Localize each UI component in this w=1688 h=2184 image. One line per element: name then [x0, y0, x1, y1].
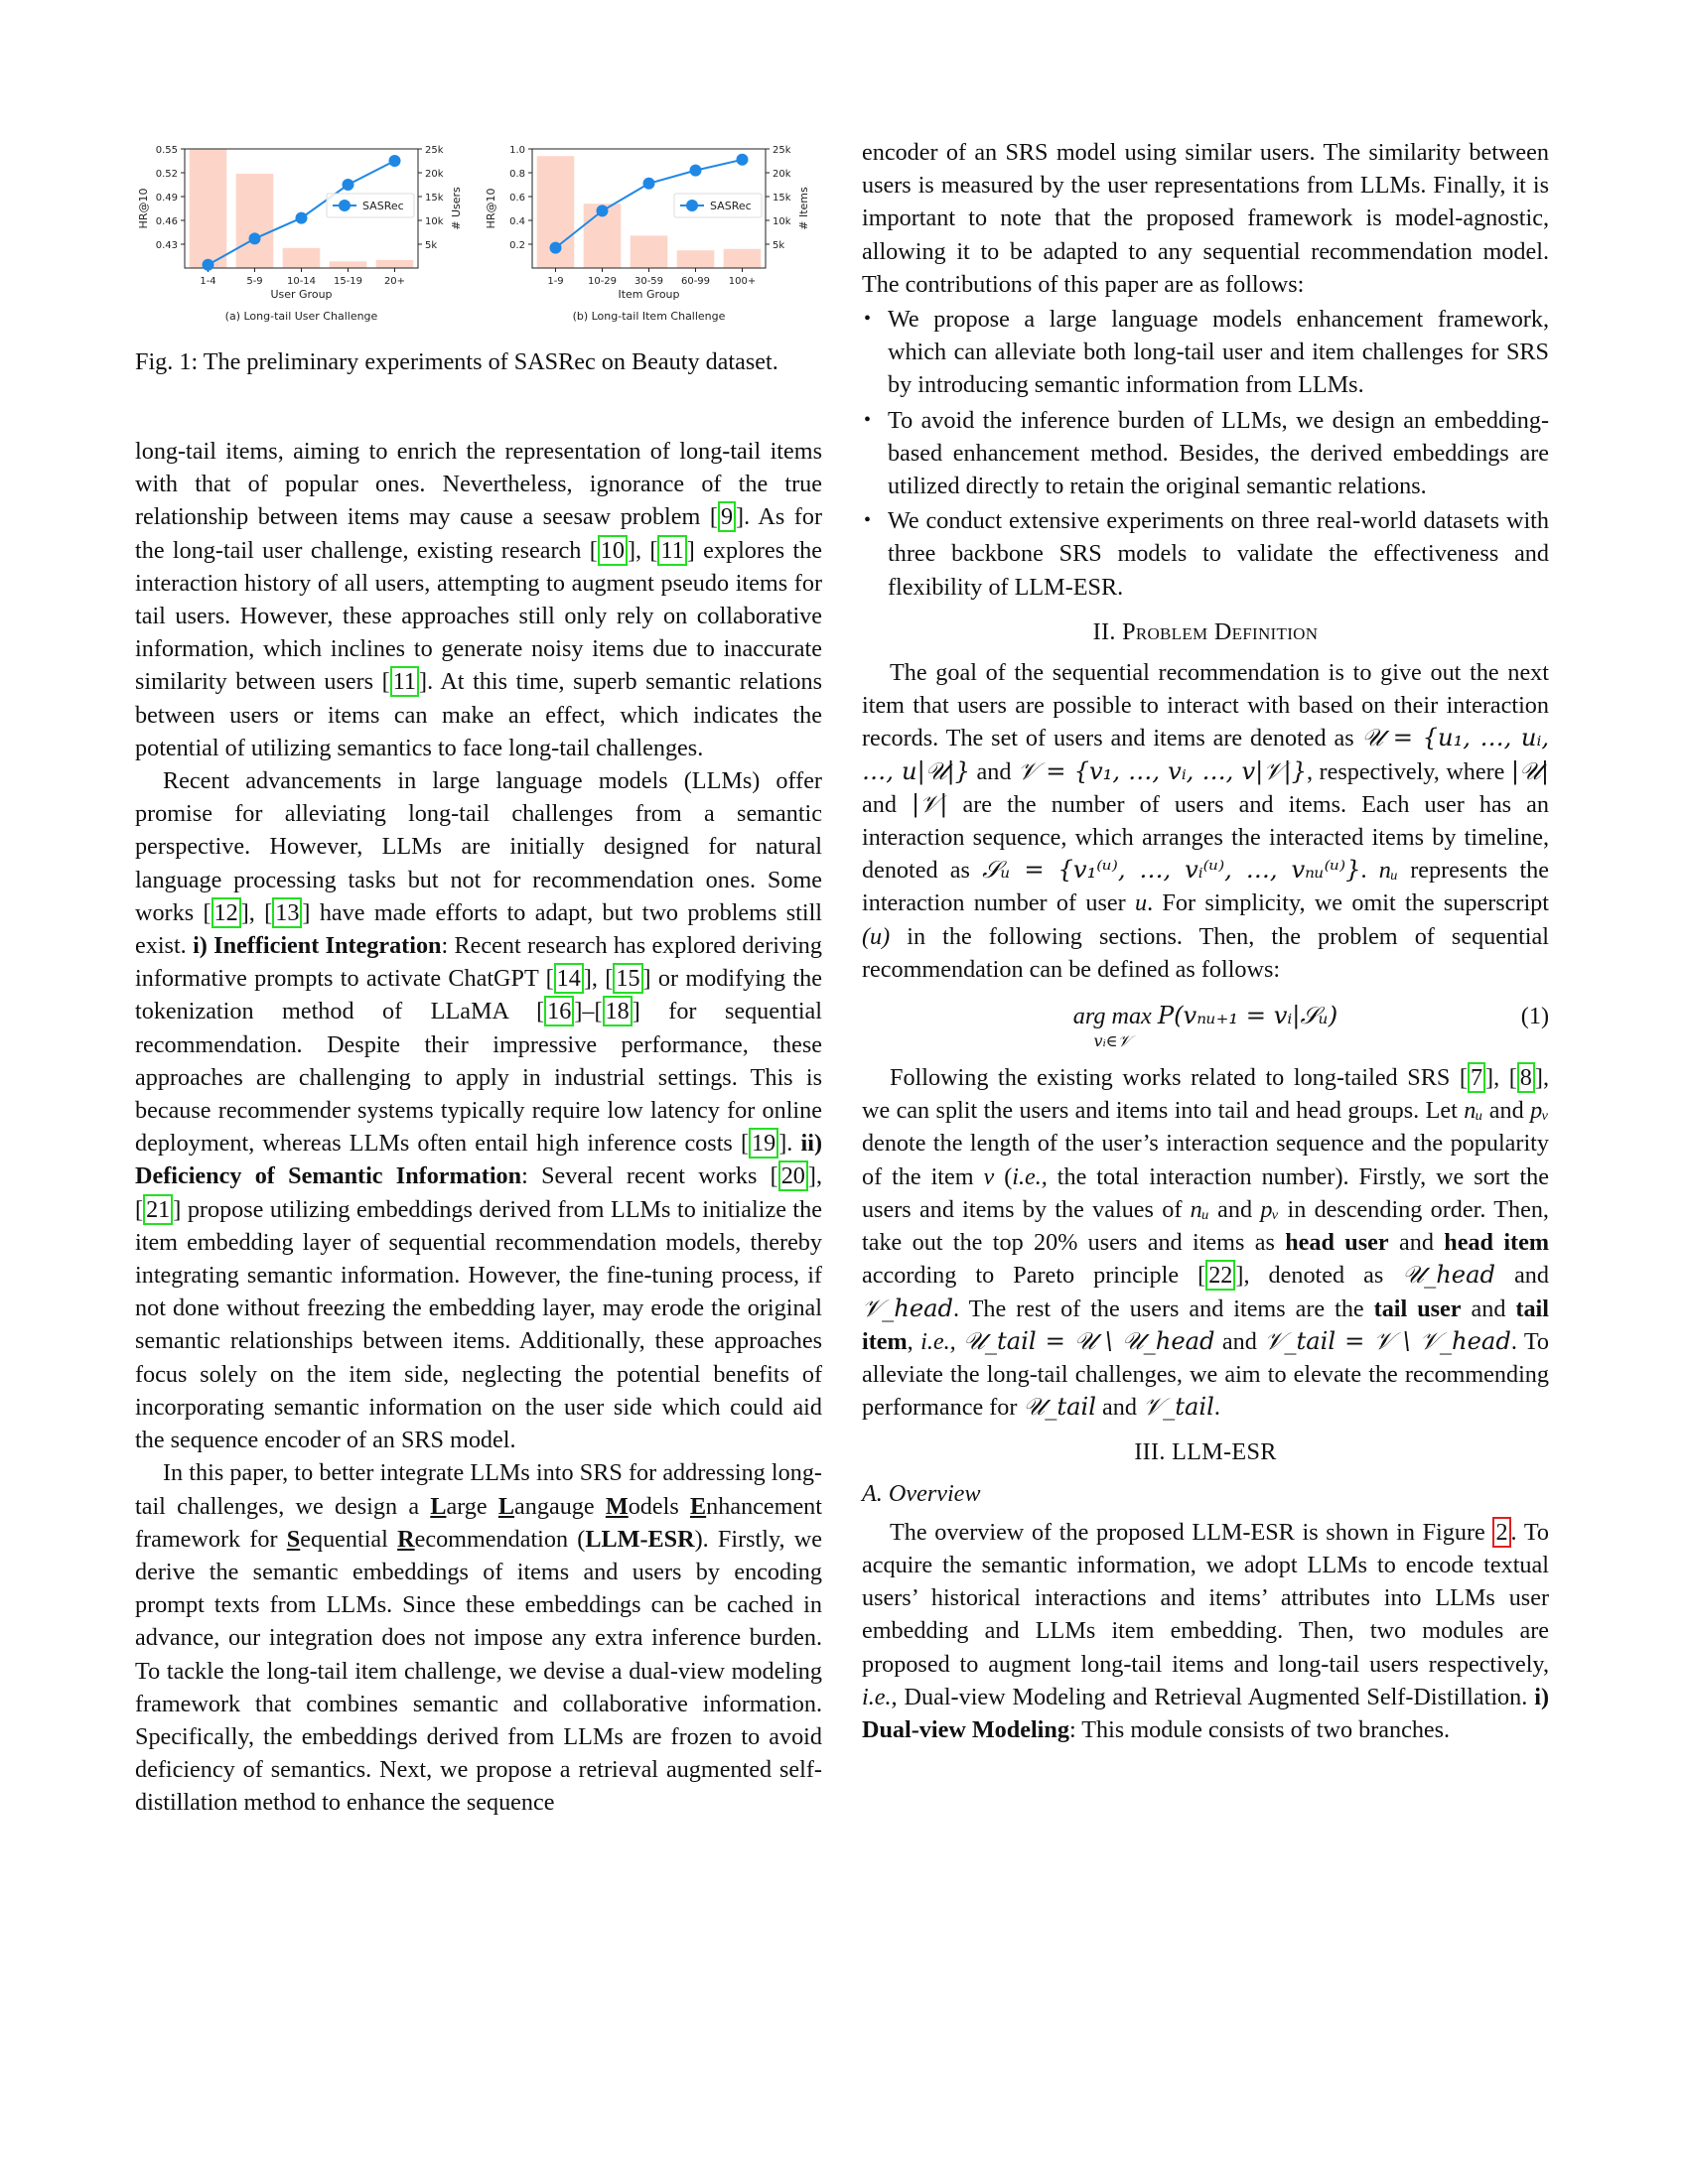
svg-text:0.6: 0.6 [509, 193, 525, 204]
chart-a-svg [135, 139, 492, 338]
paragraph-goal: The goal of the sequential recommendation is to give out the next item that users are possible to interact with based on their interaction records. The set of users and items are denoted as 𝒰 = {u₁, …, uᵢ, …, u|𝒰|} and 𝒱 = {v₁, …, vᵢ, …, v|𝒱|}, respectively, where |𝒰| and |𝒱| are the number of users and items. Each user has an interaction sequence, which arranges the interacted items by timeline, denoted as 𝒮ᵤ = {v₁⁽ᵘ⁾, …, vᵢ⁽ᵘ⁾, …, vₙᵤ⁽ᵘ⁾}. nᵤ represents the interaction number of user u. For simplicity, we omit the superscript (u) in the following sections. Then, the problem of sequential recommendation can be defined as follows: [862, 659, 1550, 983]
svg-text:0.46: 0.46 [155, 216, 178, 227]
svg-text:1-9: 1-9 [547, 276, 564, 287]
svg-text:15k: 15k [773, 193, 791, 204]
figure-1 [135, 139, 830, 338]
citation-link[interactable]: 12 [211, 897, 241, 928]
subsection-heading-overview: A. Overview [862, 1479, 981, 1507]
section-heading-problem-definition: II. Problem Definition [1092, 617, 1319, 645]
svg-text:5k: 5k [425, 240, 438, 251]
svg-text:10k: 10k [425, 216, 444, 227]
left-column [135, 435, 822, 1820]
citation-link[interactable]: 20 [778, 1160, 808, 1191]
acronym: LLM-ESR [585, 1525, 695, 1553]
svg-text:1.0: 1.0 [509, 145, 525, 156]
svg-text:60-99: 60-99 [680, 276, 711, 287]
svg-text:15k: 15k [425, 193, 444, 204]
svg-text:20k: 20k [773, 169, 791, 180]
svg-text:30-59: 30-59 [633, 276, 664, 287]
paragraph-in-this-paper: In this paper, to better integrate LLMs into SRS for addressing long-tail challenges, we design a Large Langauge Models Enhancement framework for Sequential Recommendation (LLM-ESR). Firstly, we derive the semantic embeddings of items and users by encoding prompt texts from LLMs. Since these embeddings can be cached in advance, our integration does not impose any extra inference burden. To tackle the long-tail item challenge, we devise a dual-view modeling framework that combines semantic and collaborative information. Specifically, the embeddings derived from LLMs are frozen to avoid deficiency of semantics. Next, we propose a retrieval augmented self-distillation method to enhance the sequence [135, 1459, 822, 1817]
figure-caption: Fig. 1: The preliminary experiments of SASRec on Beauty dataset. [135, 348, 778, 375]
svg-text:15-19: 15-19 [333, 276, 363, 287]
citation-link[interactable]: 13 [272, 897, 302, 928]
right-column [862, 136, 1549, 1746]
list-item: • To avoid the inference burden of LLMs, we design an embedding-based enhancement method. Besides, the derived embeddings are utilized directly to retain the original semantic relations. [862, 404, 1549, 503]
equation-1: arg max $^{vᵢ\in 𝒱}$ P(vₙᵤ₊₁ = vᵢ|𝒮ᵤ) (1) [1072, 1002, 1549, 1051]
contributions-list [862, 303, 1549, 604]
svg-text:SASRec: SASRec [362, 200, 404, 212]
svg-text:0.52: 0.52 [155, 169, 178, 180]
svg-text:20k: 20k [425, 169, 444, 180]
bold-term: ii) Deficiency of Semantic Information [135, 1130, 823, 1190]
bold-term: i) Inefficient Integration [193, 932, 442, 960]
math: 𝒮ᵤ = {v₁⁽ᵘ⁾, …, vᵢ⁽ᵘ⁾, …, vₙᵤ⁽ᵘ⁾} [982, 856, 1361, 885]
svg-text:HR@10: HR@10 [485, 188, 497, 229]
paragraph-encoder: encoder of an SRS model using similar users. The similarity between users is measured by the user representations from LLMs. Finally, it is important to note that the proposed framework is model-agnostic, allowing it to be adapted to any sequential recommendation model. The contributions of this paper are as follows: [862, 139, 1549, 298]
figure-link[interactable]: 2 [1492, 1517, 1510, 1548]
citation-link[interactable]: 15 [613, 963, 642, 994]
svg-text:10-14: 10-14 [286, 276, 317, 287]
svg-text:# Users: # Users [450, 187, 463, 230]
svg-text:1-4: 1-4 [200, 276, 216, 287]
list-item: • We conduct extensive experiments on three real-world datasets with three backbone SRS models to validate the effectiveness and flexibility of LLM-ESR. [862, 504, 1549, 604]
math: 𝒱 = {v₁, …, vᵢ, …, v|𝒱|} [1017, 756, 1307, 785]
svg-text:User Group: User Group [270, 288, 333, 301]
svg-text:# Items: # Items [797, 187, 810, 230]
paragraph-overview: The overview of the proposed LLM-ESR is shown in Figure 2 . To acquire the semantic information, we adopt LLMs to encode textual users’ historical interactions and items’ attributes into LLMs user embedding and LLMs item embedding. Then, two modules are proposed to augment long-tail items and long-tail users respectively, i.e., Dual-view Modeling and Retrieval Augmented Self-Distillation. i) Dual-view Modeling: This module consists of two branches. [862, 1518, 1549, 1743]
citation-link[interactable]: 10 [598, 535, 628, 566]
svg-text:HR@10: HR@10 [137, 188, 150, 229]
svg-text:10k: 10k [773, 216, 791, 227]
equation-number: (1) [1520, 1003, 1549, 1030]
chart-long-tail-item [483, 139, 830, 338]
svg-text:5k: 5k [773, 240, 785, 251]
svg-text:100+: 100+ [728, 276, 757, 287]
math: nᵤ [1378, 857, 1398, 885]
citation-link[interactable]: 18 [603, 996, 633, 1026]
svg-text:(b) Long-tail Item Challenge: (b) Long-tail Item Challenge [572, 310, 726, 323]
svg-text:0.4: 0.4 [509, 216, 525, 227]
list-item: • We propose a large language models enhancement framework, which can alleviate both long-tail user and item challenges for SRS by introducing semantic information from LLMs. [862, 303, 1549, 402]
svg-text:0.43: 0.43 [155, 240, 178, 251]
svg-text:5-9: 5-9 [246, 276, 263, 287]
svg-text:25k: 25k [425, 145, 444, 156]
svg-text:10-29: 10-29 [587, 276, 618, 287]
chart-long-tail-user [135, 139, 483, 338]
citation-link[interactable]: 14 [554, 963, 584, 994]
chart-b-svg [483, 139, 840, 338]
svg-text:(a) Long-tail User Challenge: (a) Long-tail User Challenge [224, 310, 378, 323]
math: |𝒱| [911, 789, 948, 818]
paragraph-long-tail-items: long-tail items, aiming to enrich the representation of long-tail items with that of popular ones. Nevertheless, ignorance of the true relationship between items may cause a seesaw problem [ 9 ]. As for the long-tail user challenge, existing research [ 10 ], [ 11 ] explores the interaction history of all users, attempting to augment pseudo items for tail users. However, these approaches still only rely on collaborative information, which inclines to generate noisy items due to inaccurate similarity between users [ 11 ]. At this time, superb semantic relations between users or items can make an effect, which indicates the potential of utilizing semantics to face long-tail challenges. [135, 438, 823, 761]
citation-link[interactable]: 16 [544, 996, 574, 1026]
citation-link[interactable]: 22 [1205, 1260, 1235, 1291]
svg-text:Item Group: Item Group [618, 288, 680, 301]
paragraph-recent-advancements: Recent advancements in large language models (LLMs) offer promise for alleviating long-tail challenges from a semantic perspective. However, LLMs are initially designed for natural language processing tasks but not for recommendation ones. Some works [ 12 ], [ 13 ] have made efforts to adapt, but two problems still exist. i) Inefficient Integration: Recent research has explored deriving informative prompts to activate ChatGPT [ 14 ], [ 15 ] or modifying the tokenization method of LLaMA [ 16 ]–[ 18 ] for sequential recommendation. Despite their impressive performance, these approaches are challenging to apply in industrial settings. This is because recommender systems typically require low latency for online deployment, whereas LLMs often entail high inference costs [ 19 ]. ii) Deficiency of Semantic Information: Several recent works [ 20 ], [ 21 ] propose utilizing embeddings derived from LLMs to initialize the item embedding layer of sequential recommendation models, thereby integrating semantic information. However, the fine-tuning process, if not done without freezing the embedding layer, may erode the original semantic relationships between items. Additionally, these approaches focus solely on the item side, neglecting the potential benefits of incorporating semantic information on the user side which could aid the sequence encoder of an SRS model. [135, 767, 823, 1454]
svg-text:SASRec: SASRec [710, 200, 752, 212]
section-heading-llm-esr: III. LLM-ESR [1134, 1438, 1277, 1466]
math: |𝒰| [1510, 756, 1549, 785]
citation-link[interactable]: 11 [390, 666, 419, 697]
math: u [1134, 889, 1148, 917]
svg-text:0.55: 0.55 [155, 145, 178, 156]
svg-text:0.2: 0.2 [509, 240, 525, 251]
svg-text:25k: 25k [773, 145, 791, 156]
citation-link[interactable]: 11 [657, 535, 686, 566]
citation-link[interactable]: 9 [718, 501, 736, 532]
citation-link[interactable]: 19 [749, 1128, 778, 1159]
citation-link[interactable]: 7 [1468, 1062, 1485, 1093]
svg-text:20+: 20+ [383, 276, 406, 287]
svg-text:0.8: 0.8 [509, 169, 525, 180]
math: (u) [862, 922, 891, 950]
citation-link[interactable]: 8 [1517, 1062, 1535, 1093]
svg-text:0.49: 0.49 [155, 193, 178, 204]
citation-link[interactable]: 21 [143, 1194, 173, 1225]
paragraph-following: Following the existing works related to long-tailed SRS [ 7 ], [ 8 ], we can split the users and items into tail and head groups. Let nᵤ and pᵥ denote the length of the user’s interaction sequence and the popularity of the item v (i.e., the total interaction number). Firstly, we sort the users and items by the values of nᵤ and pᵥ in descending order. Then, take out the top 20% users and items as head user and head item according to Pareto principle [ 22 ], denoted as 𝒰_head and 𝒱_head. The rest of the users and items are the tail user and tail item, i.e., 𝒰_tail = 𝒰 \ 𝒰_head and 𝒱_tail = 𝒱 \ 𝒱_head. To alleviate the long-tail challenges, we aim to elevate the recommending performance for 𝒰_tail and 𝒱_tail. [862, 1064, 1550, 1422]
math: 𝒰 = {u₁, …, uᵢ, …, u|𝒰|} [862, 724, 1550, 785]
